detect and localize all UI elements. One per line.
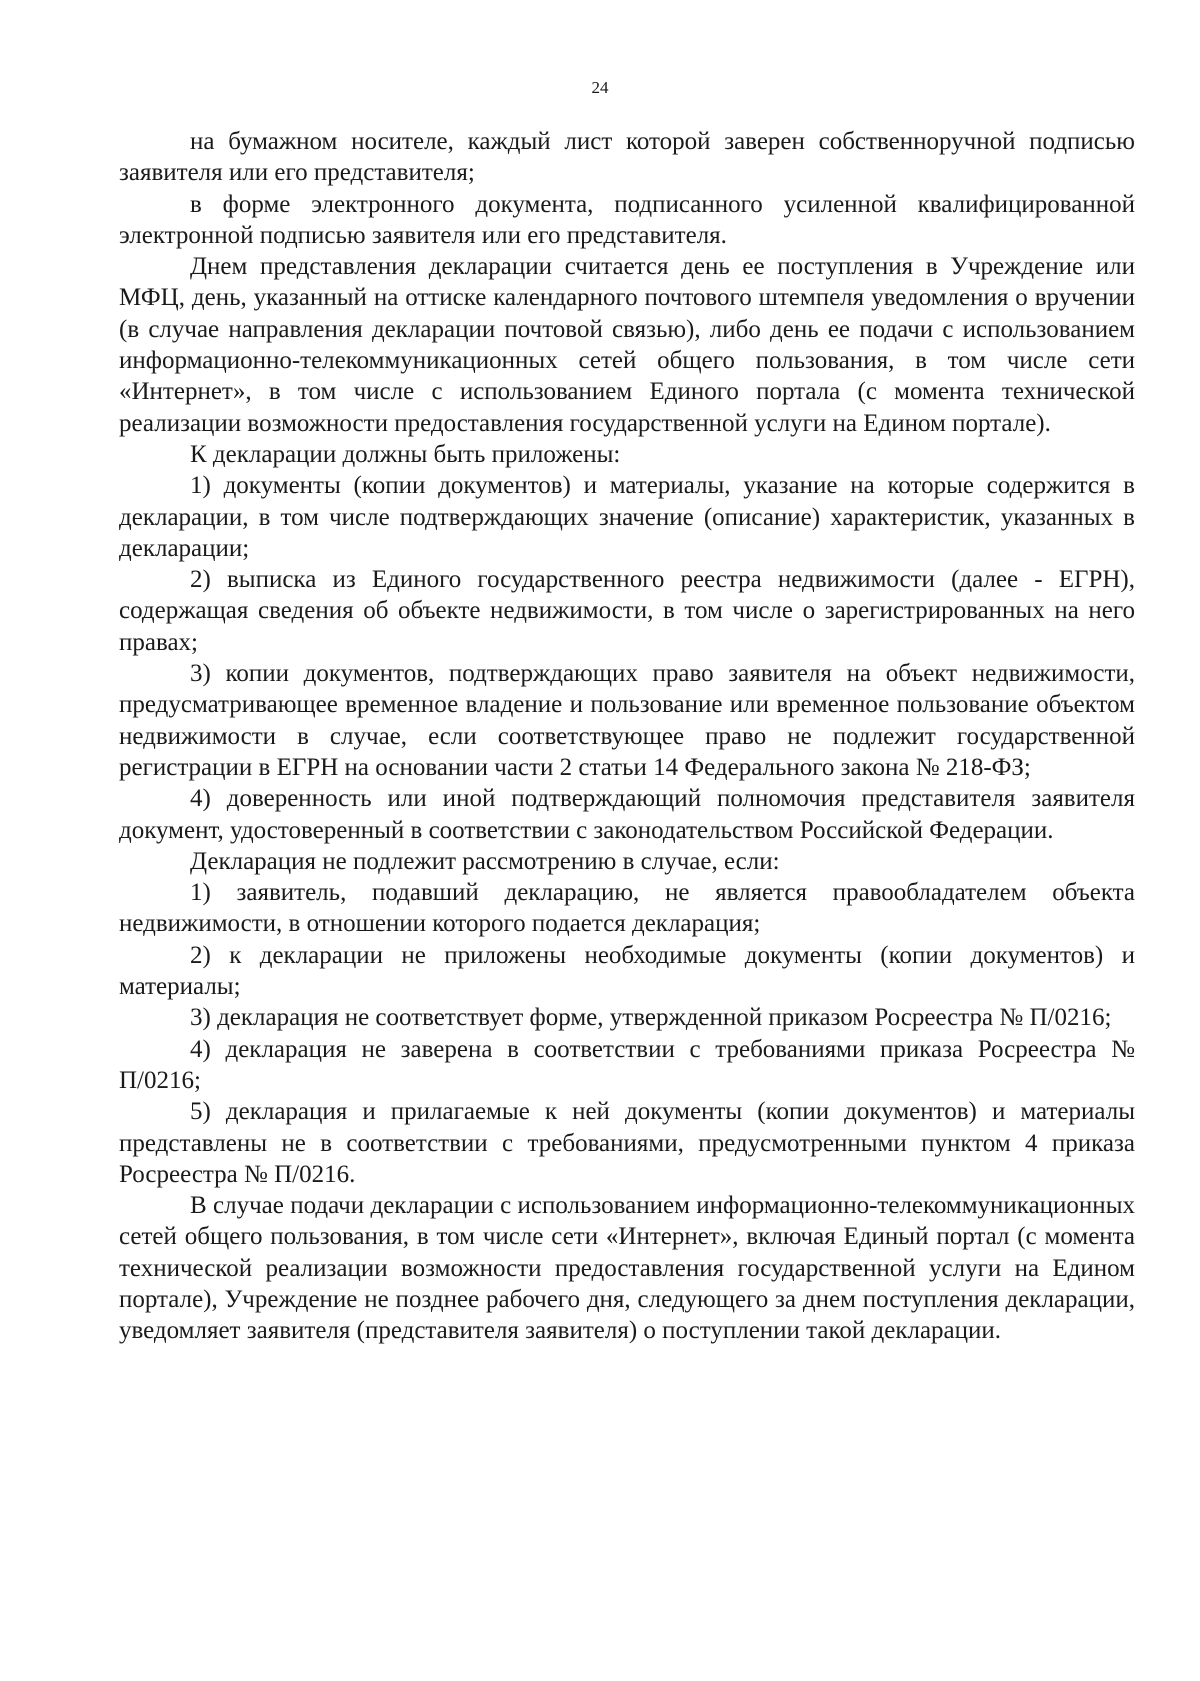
list-item-attachment-2: 2) выписка из Единого государственного реестра недвижимости (далее - ЕГРН), содержащая сведения об объекте недвижимости, в том числе о зарегистрированных на него правах; [119,566,1135,656]
list-item-rejection-4: 4) декларация не заверена в соответствии с требованиями приказа Росреестра № П/0216; [119,1035,1135,1094]
list-item-attachment-3: 3) копии документов, подтверждающих право заявителя на объект недвижимости, предусматривающее временное владение и пользование или временное пользование объектом недвижимости в случае, если соответствующее право не подлежит государственной регистрации в ЕГРН на основании части 2 статьи 14 Федерального закона № 218-ФЗ; [119,660,1135,781]
list-item-rejection-5: 5) декларация и прилагаемые к ней документы (копии документов) и материалы представлены не в соответствии с требованиями, предусмотренными пунктом 4 приказа Росреестра № П/0216. [119,1098,1135,1188]
list-item-attachment-1: 1) документы (копии документов) и материалы, указание на которые содержится в декларации, в том числе подтверждающих значение (описание) характеристик, указанных в декларации; [119,472,1135,562]
paragraph-paper-signature: на бумажном носителе, каждый лист которой заверен собственноручной подписью заявителя или его представителя; [119,128,1135,187]
paragraph-attachments-intro: К декларации должны быть приложены: [190,440,621,468]
paragraph-electronic-signature: в форме электронного документа, подписанного усиленной квалифицированной электронной подписью заявителя или его представителя. [119,190,1135,249]
list-item-rejection-3: 3) декларация не соответствует форме, утвержденной приказом Росреестра № П/0216; [190,1004,1112,1032]
page-number: 24 [591,78,609,97]
list-item-rejection-2: 2) к декларации не приложены необходимые документы (копии документов) и материалы; [119,941,1135,1001]
paragraph-rejection-intro: Декларация не подлежит рассмотрению в случае, если: [190,847,780,875]
list-item-attachment-4: 4) доверенность или иной подтверждающий полномочия представителя заявителя документ, удостоверенный в соответствии с законодательством Российской Федерации. [119,785,1135,844]
paragraph-submission-date: Днем представления декларации считается день ее поступления в Учреждение или МФЦ, день, указанный на оттиске календарного почтового штемпеля уведомления о вручении (в случае направления декларации почтовой связью), либо день ее подачи с использованием информационно-телекоммуникационных сетей общего пользования, в том числе сети «Интернет», в том числе с использованием Единого портала (с момента технической реализации возможности предоставления государственной услуги на Едином портале). [119,253,1135,437]
list-item-rejection-1: 1) заявитель, подавший декларацию, не является правообладателем объекта недвижимости, в отношении которого подается декларация; [119,879,1135,938]
paragraph-online-notification: В случае подачи декларации с использованием информационно-телекоммуникационных сетей общего пользования, в том числе сети «Интернет», включая Единый портал (с момента технической реализации возможности предоставления государственной услуги на Едином портале), Учреждение не позднее рабочего дня, следующего за днем поступления декларации, уведомляет заявителя (представителя заявителя) о поступлении такой декларации. [119,1192,1135,1345]
body-text [119,126,1135,1347]
